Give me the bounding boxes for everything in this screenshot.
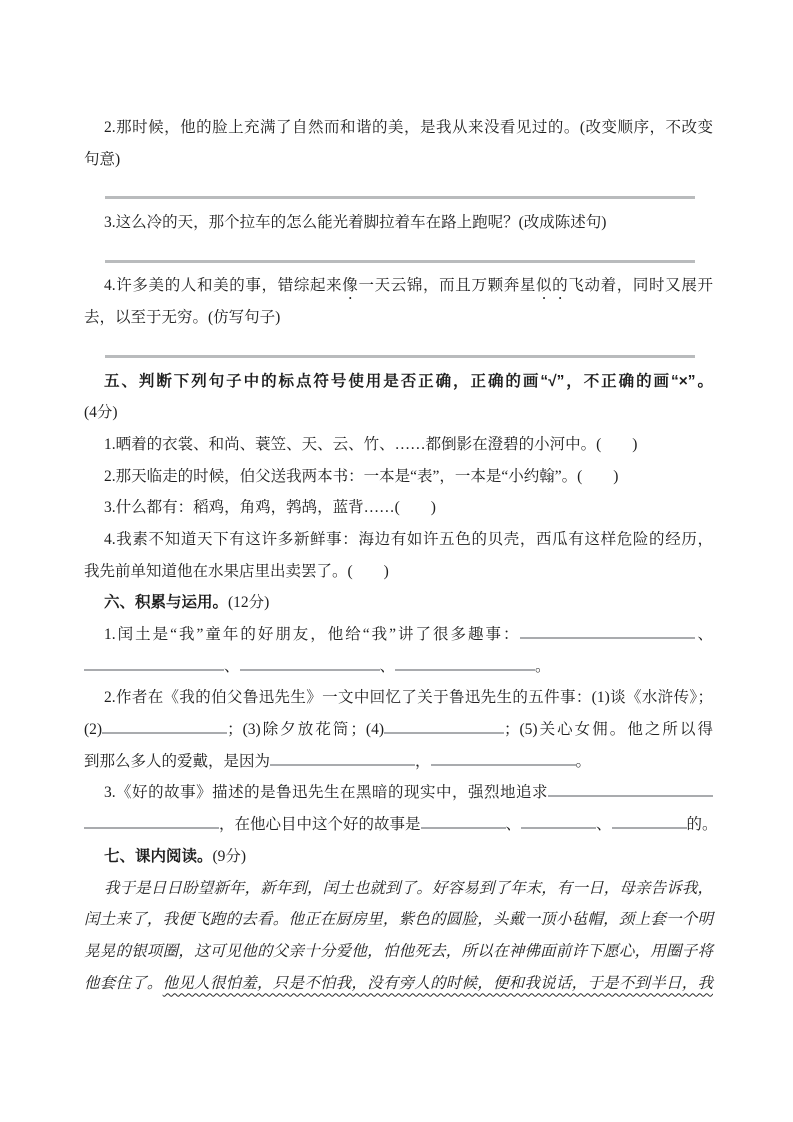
emphasized-text: 似的 <box>536 277 569 295</box>
text-segment: 他套住了。 <box>84 974 163 992</box>
sec4-q2-line2 <box>84 144 713 176</box>
sec4-q4-answer-rule <box>84 334 713 366</box>
emphasized-text: 像 <box>342 277 359 295</box>
sec6-item1-line1 <box>84 619 713 651</box>
answer-rule-line <box>105 175 695 199</box>
answer-rule-line <box>105 334 695 358</box>
text-segment: 去，以至于无穷。(仿写句子) <box>84 309 281 327</box>
text-segment: 晃晃的银项圈，这可见他的父亲十分爱他，怕他死去，所以在神佛面前许下愿心，用圈子将 <box>84 942 713 960</box>
answer-blank <box>84 655 224 671</box>
text-segment: ， <box>415 752 431 770</box>
sec7-reading-line1 <box>84 873 713 905</box>
sec7-heading <box>84 841 713 873</box>
text-segment: 4.我素不知道天下有这许多新鲜事：海边有如许五色的贝壳，西瓜有这样危险的经历， <box>104 530 713 548</box>
sec6-item3-line1 <box>84 777 713 809</box>
answer-blank <box>421 813 506 829</box>
sec4-q3-line <box>84 207 713 239</box>
text-segment: ；(5)关心女佣。他之所以得 <box>503 721 713 739</box>
text-segment: 我于是日日盼望新年，新年到，闰土也就到了。好容易到了年末，有一日，母亲告诉我， <box>104 879 713 897</box>
answer-blank <box>395 655 535 671</box>
sec5-item3 <box>84 492 713 524</box>
text-segment: 闰土来了，我便飞跑的去看。他正在厨房里，紫色的圆脸，头戴一顶小毡帽，颈上套一个明 <box>84 911 713 929</box>
text-segment: 飞动着，同时又展开 <box>568 277 713 295</box>
text-segment: 。 <box>535 657 551 675</box>
answer-blank <box>270 750 415 766</box>
text-segment: 1.晒着的衣裳、和尚、蓑笠、天、云、竹、……都倒影在澄碧的小河中。( ) <box>104 435 638 453</box>
answer-rule-line <box>105 239 695 263</box>
text-segment: 我先前单知道他在水果店里出卖罢了。( ) <box>84 562 389 580</box>
sec7-reading-line4 <box>84 968 713 1000</box>
sec6-item2-line2 <box>84 714 713 746</box>
answer-blank <box>240 655 380 671</box>
answer-blank <box>384 718 504 734</box>
sec4-q2-line1 <box>84 112 713 144</box>
answer-blank <box>431 750 576 766</box>
answer-blank <box>520 623 695 639</box>
text-segment: 2.作者在《我的伯父鲁迅先生》一文中回忆了关于鲁迅先生的五件事：(1)谈《水浒传》； <box>104 689 713 707</box>
text-segment: 2.那天临走的时候，伯父送我两本书：一本是“表”，一本是“小约翰”。( ) <box>104 467 619 485</box>
sec6-item2-line3 <box>84 746 713 778</box>
sec7-reading-line2 <box>84 904 713 936</box>
text-segment: 1.闰土是“我”童年的好朋友，他给“我”讲了很多趣事： <box>104 626 521 643</box>
sec4-q2-answer-rule <box>84 175 713 207</box>
sec4-q4-line2 <box>84 302 713 334</box>
answer-blank <box>84 813 219 829</box>
text-segment: 、 <box>224 657 240 675</box>
text-segment: 、 <box>695 626 713 643</box>
section-heading-text: 七、课内阅读。 <box>104 847 213 865</box>
text-segment: 一天云锦，而且万颗奔星 <box>358 277 537 295</box>
sec6-item1-line2 <box>84 651 713 683</box>
sec6-item3-line2 <box>84 809 718 841</box>
sec5-item1 <box>84 429 713 461</box>
text-segment: 、 <box>379 657 396 675</box>
text-segment: 3.什么都有：稻鸡，角鸡，鹁鸪，蓝背……( ) <box>104 499 436 517</box>
text-segment: 到那么多人的爱戴，是因为 <box>84 752 271 770</box>
text-segment: 句意) <box>84 150 121 168</box>
sec5-item2 <box>84 461 713 493</box>
text-segment: (4分) <box>84 404 118 422</box>
section-heading-text: 六、积累与运用。 <box>104 594 229 612</box>
sec4-q3-answer-rule <box>84 239 713 271</box>
text-segment: 的。 <box>686 816 718 834</box>
sec7-reading-line3 <box>84 936 713 968</box>
text-segment: 4.许多美的人和美的事，错综起来 <box>104 277 343 295</box>
sec5-item4-line1 <box>84 524 713 556</box>
text-segment: 2.那时候，他的脸上充满了自然而和谐的美，是我从来没看见过的。(改变顺序，不改变 <box>104 119 713 136</box>
text-segment: 。 <box>575 752 592 770</box>
text-segment: (12分) <box>228 594 270 612</box>
answer-blank <box>102 718 227 734</box>
text-segment: 、 <box>505 816 522 834</box>
answer-blank <box>612 813 687 829</box>
sec5-heading <box>84 366 713 398</box>
text-segment: 3.这么冷的天，那个拉车的怎么能光着脚拉着车在路上跑呢？(改成陈述句) <box>104 214 607 232</box>
text-segment: (9分) <box>212 847 247 865</box>
answer-blank <box>521 813 596 829</box>
wavy-underlined-text: 他见人很怕羞，只是不怕我，没有旁人的时候，便和我说话，于是不到半日，我 <box>162 974 713 992</box>
sec6-item2-line1 <box>84 682 713 714</box>
sec6-heading <box>84 587 713 619</box>
text-segment: (2) <box>84 721 103 739</box>
sec5-score <box>84 397 713 429</box>
text-segment: 3.《好的故事》描述的是鲁迅先生在黑暗的现实中，强烈地追求 <box>104 784 548 802</box>
text-segment: 、 <box>596 816 612 834</box>
sec4-q4-line1 <box>84 270 713 302</box>
text-segment: ；(3)除夕放花筒；(4) <box>227 721 384 739</box>
sec5-item4-line2 <box>84 556 713 588</box>
section-heading-text: 五、判断下列句子中的标点符号使用是否正确，正确的画“√”，不正确的画“×”。 <box>104 372 713 390</box>
text-segment: ，在他心目中这个好的故事是 <box>219 816 421 834</box>
answer-blank <box>548 781 713 797</box>
